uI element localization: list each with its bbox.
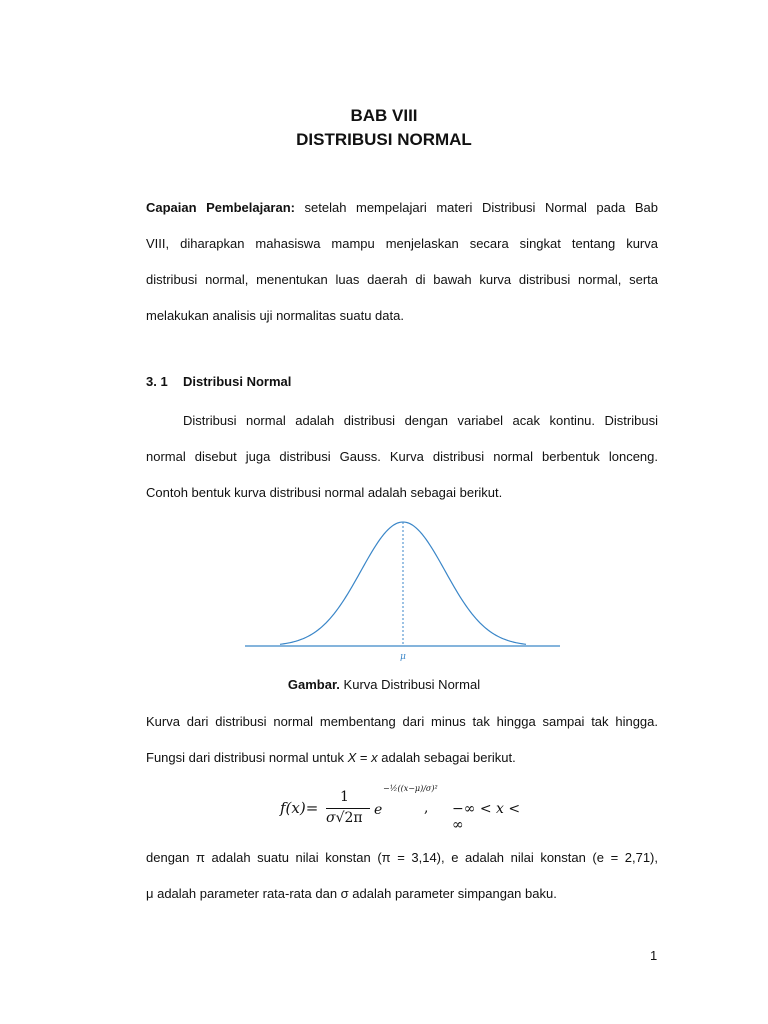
explanation-paragraph <box>146 840 658 912</box>
section-paragraph-line-3: Contoh bentuk kurva distribusi normal adalah sebagai berikut. <box>146 485 503 500</box>
formula-denominator <box>326 810 363 826</box>
formula-base: e <box>374 802 383 818</box>
section-heading <box>146 374 291 389</box>
after-figure-line-1: Kurva dari distribusi normal membentang dari minus tak hingga sampai tak hingga. <box>146 714 658 729</box>
formula-comma: , <box>424 800 429 816</box>
figure-caption-label: Gambar. <box>287 677 340 692</box>
section-title: Distribusi Normal <box>183 374 292 389</box>
normal-curve-figure <box>240 512 564 662</box>
figure-caption <box>0 677 768 692</box>
figure-caption-text: Kurva Distribusi Normal <box>343 677 481 692</box>
after-figure-line-2-post: adalah sebagai berikut. <box>381 750 516 765</box>
learning-outcome-paragraph <box>146 190 658 334</box>
learning-outcome-line-3: distribusi normal, menentukan luas daerah di bawah kurva distribusi normal, serta <box>146 272 658 287</box>
formula-lhs: f(x)= <box>280 799 319 817</box>
learning-outcome-line-1 <box>146 190 658 226</box>
mean-label: μ <box>400 652 406 662</box>
fraction-bar <box>326 808 370 809</box>
formula-domain: −∞ < x < ∞ <box>452 801 521 833</box>
page-number: 1 <box>650 948 658 963</box>
learning-outcome-line-2: VIII, diharapkan mahasiswa mampu menjelaskan secara singkat tentang kurva <box>146 236 658 251</box>
section-paragraph-line-2: normal disebut juga distribusi Gauss. Kurva distribusi normal berbentuk lonceng. <box>146 449 658 464</box>
after-figure-paragraph <box>146 704 658 776</box>
equals-sign: = <box>359 750 368 765</box>
sigma-symbol: σ <box>326 810 336 826</box>
explanation-line-1: dengan π adalah suatu nilai konstan (π = 3,14), e adalah nilai konstan (e = 2,71), <box>146 850 658 865</box>
variable-x: x <box>371 750 378 765</box>
after-figure-line-2-pre: Fungsi dari distribusi normal untuk <box>146 750 344 765</box>
learning-outcome-text-1: setelah mempelajari materi Distribusi Normal pada Bab <box>304 200 658 215</box>
sqrt-two-pi: √2π <box>335 810 363 826</box>
section-paragraph-line-1: Distribusi normal adalah distribusi dengan variabel acak kontinu. Distribusi <box>183 413 658 428</box>
explanation-line-2: μ adalah parameter rata-rata dan σ adalah parameter simpangan baku. <box>146 886 557 901</box>
chapter-title: DISTRIBUSI NORMAL <box>296 130 472 149</box>
section-number: 3. 1 <box>146 374 168 389</box>
formula-numerator: 1 <box>340 789 349 805</box>
learning-outcome-line-4: melakukan analisis uji normalitas suatu data. <box>146 308 404 323</box>
variable-X: X <box>347 750 357 765</box>
learning-outcome-label: Capaian Pembelajaran: <box>146 200 295 215</box>
after-figure-line-2 <box>146 740 658 776</box>
chapter-number: BAB VIII <box>350 106 418 125</box>
formula-exponent: −½((x−μ)/σ)² <box>383 784 438 793</box>
section-paragraph <box>146 403 658 511</box>
normal-pdf-formula <box>276 782 536 832</box>
